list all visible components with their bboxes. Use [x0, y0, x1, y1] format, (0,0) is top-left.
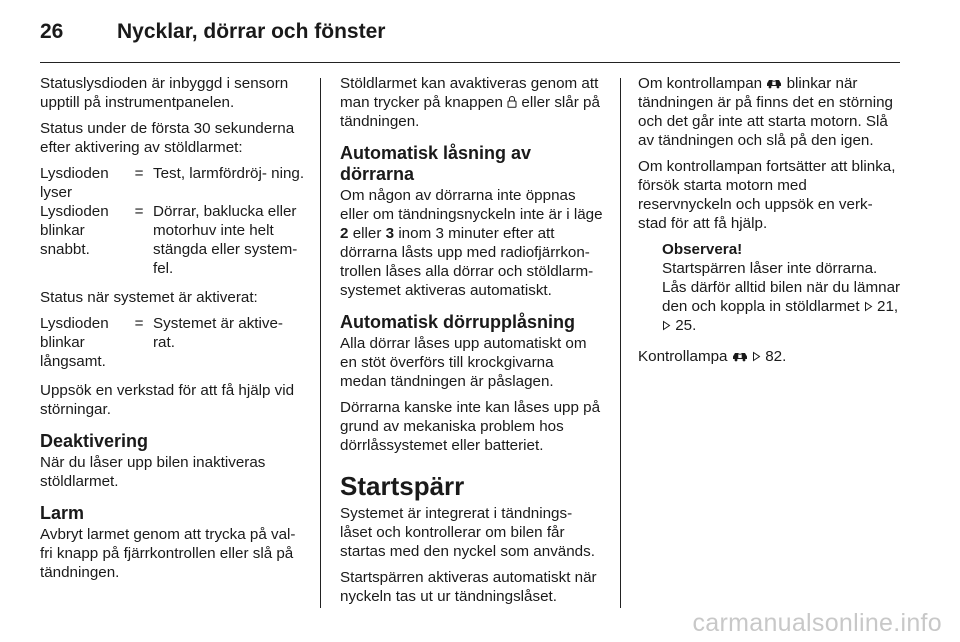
paragraph: Status när systemet är aktiverat: [40, 289, 258, 306]
paragraph: Uppsök en verkstad för att få hjälp vid störningar. [40, 382, 295, 418]
status-description: Systemet är aktive- rat. [153, 315, 283, 351]
column-divider [620, 78, 621, 608]
page-number: 26 [40, 20, 64, 43]
page-reference-icon [864, 301, 873, 312]
status-description: Dörrar, baklucka eller motorhuv inte helt stängda eller system- fel. [153, 203, 298, 277]
paragraph: Kontrollampa 82. [638, 348, 787, 365]
car-lock-warning-icon [732, 350, 748, 362]
status-description: Test, larmfördröj- ning. [153, 165, 305, 182]
column-2 [340, 74, 604, 613]
column-3 [638, 74, 903, 373]
paragraph: Om kontrollampan fortsätter att blinka, försök starta motorn med reservnyckeln och uppsök en verk- stad för att få hjälp. [638, 158, 896, 232]
page-ref-link[interactable]: 82. [752, 348, 786, 365]
note-title: Observera! [662, 241, 743, 258]
table-row [40, 202, 305, 278]
paragraph: Alla dörrar låses upp automatiskt om en stöt överförs till krockgivarna medan tändningen är påslagen. [340, 335, 587, 390]
heading-automatisk-dorrupplasning: Automatisk dörrupplåsning [340, 312, 576, 332]
equals-sign: = [134, 165, 144, 182]
page-ref-link[interactable]: 25. [662, 317, 696, 334]
paragraph: Avbryt larmet genom att trycka på val- fri knapp på fjärrkontrollen eller slå på tändningen. [40, 526, 296, 581]
page-ref-link[interactable]: 21, [864, 298, 898, 315]
paragraph: Systemet är integrerat i tändnings- låset och kontrollerar om bilen får startas med den nyckel som används. [340, 505, 595, 560]
status-term: Lysdioden blinkar långsamt. [40, 315, 109, 370]
paragraph: Statuslysdioden är inbyggd i sensorn upptill på instrumentpanelen. [40, 75, 289, 111]
table-row [40, 164, 305, 202]
heading-deaktivering: Deaktivering [40, 431, 149, 451]
paragraph: Status under de första 30 sekunderna efter aktivering av stöldlarmet: [40, 120, 295, 156]
note-text: Startspärren låser inte dörrarna. Lås därför alltid bilen när du lämnar den och koppla in stöldlarmet 21, 25. [662, 260, 901, 334]
table-row [40, 314, 305, 371]
status-table-initial [40, 164, 305, 278]
paragraph: Om kontrollampan blinkar när tändningen är på finns det en störning och det går inte att starta motorn. Slå av tändningen och slå på den igen. [638, 75, 893, 149]
heading-automatisk-lasning: Automatisk låsning av dörrarna [340, 143, 532, 184]
paragraph: Stöldlarmet kan avaktiveras genom att man trycker på knappen eller slår på tändningen. [340, 75, 600, 130]
note-box [662, 240, 903, 335]
paragraph: Dörrarna kanske inte kan låses upp på grund av mekaniska problem hos dörrlåssystemet eller batteriet. [340, 399, 601, 454]
page-header [40, 14, 385, 50]
page-reference-icon [752, 351, 761, 362]
status-term: Lysdioden blinkar snabbt. [40, 203, 109, 258]
equals-sign: = [134, 203, 144, 220]
header-rule [40, 62, 900, 63]
lock-button-icon [507, 95, 517, 108]
paragraph: Startspärren aktiveras automatiskt när nyckeln tas ut ur tändningslåset. [340, 569, 597, 605]
watermark: carmanualsonline.info [692, 609, 942, 637]
heading-larm: Larm [40, 503, 85, 523]
status-table-active [40, 314, 305, 371]
page-reference-icon [662, 320, 671, 331]
paragraph: Om någon av dörrarna inte öppnas eller om tändningsnyckeln inte är i läge 2 eller 3 inom 3 minuter efter att dörrarna låsts upp med radiofjärrkon- trollen låses alla dörrar och stöldlarm- systemet aktiveras automatiskt. [340, 187, 603, 299]
car-lock-warning-icon [766, 77, 782, 89]
column-divider [320, 78, 321, 608]
column-1 [40, 74, 305, 589]
heading-startsparr: Startspärr [340, 471, 465, 501]
status-term: Lysdioden lyser [40, 165, 109, 201]
chapter-title: Nycklar, dörrar och fönster [117, 20, 386, 43]
paragraph: När du låser upp bilen inaktiveras stöldlarmet. [40, 454, 266, 490]
equals-sign: = [134, 315, 144, 332]
